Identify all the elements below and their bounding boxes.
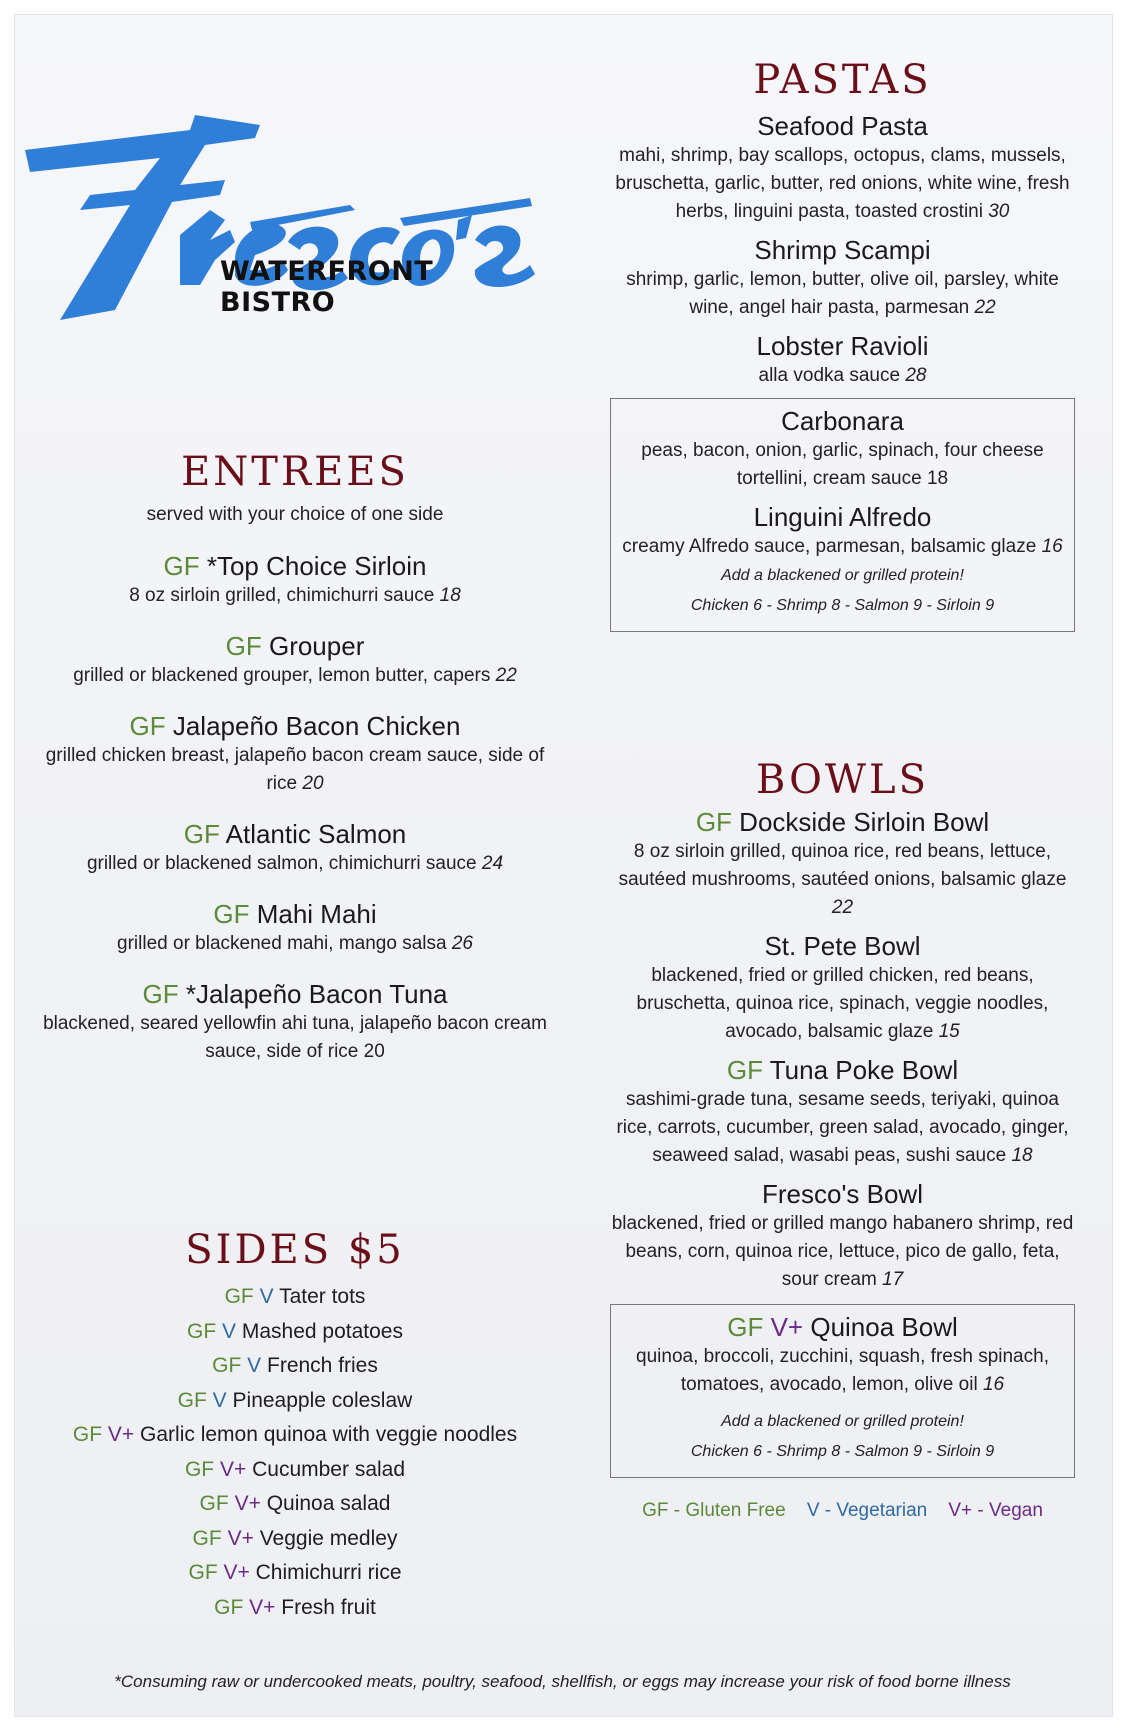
menu-item: [610, 110, 1075, 226]
item-name: Lobster Ravioli: [756, 331, 929, 361]
item-name-row: [40, 978, 550, 1010]
entrees-heading: ENTREES: [181, 449, 409, 495]
item-name-row: [619, 501, 1066, 533]
menu-item: [610, 234, 1075, 322]
gf-tag: GF: [163, 551, 200, 581]
gf-tag: GF: [187, 1319, 217, 1343]
item-name: Linguini Alfredo: [753, 502, 932, 532]
item-price: 15: [938, 1021, 960, 1042]
bowls-heading: BOWLS: [755, 757, 929, 803]
item-desc-row: [610, 962, 1075, 1046]
menu-item: [619, 405, 1066, 493]
side-item: [40, 1418, 550, 1453]
pastas-heading: PASTAS: [753, 57, 932, 103]
legend-vegetarian: V - Vegetarian: [806, 1500, 928, 1521]
menu-item: [40, 550, 550, 610]
item-desc-row: [610, 362, 1075, 390]
side-name: Tater tots: [279, 1285, 366, 1308]
item-desc: peas, bacon, onion, garlic, spinach, four cheese tortellini, cream sauce 18: [641, 440, 1044, 489]
item-desc-row: [40, 1010, 550, 1066]
vegan-tag: V+: [234, 1492, 261, 1515]
vegetarian-tag: V: [212, 1388, 227, 1412]
vegetarian-tag: V: [222, 1319, 237, 1343]
food-safety-footer: *Consuming raw or undercooked meats, poultry, seafood, shellfish, or eggs may increase your risk of food borne illness: [114, 1672, 1011, 1691]
item-price: 22: [495, 665, 517, 686]
item-name-row: [610, 110, 1075, 142]
entrees-section: [40, 448, 550, 1066]
side-item: [40, 1349, 550, 1384]
item-name: Quinoa Bowl: [810, 1312, 958, 1342]
item-name: Jalapeño Bacon Chicken: [172, 711, 461, 741]
menu-item: [619, 501, 1066, 561]
item-price: 26: [451, 933, 473, 954]
item-desc: mahi, shrimp, bay scallops, octopus, clams, mussels, bruschetta, garlic, butter, red onions, white wine, fresh herbs, linguini pasta, toasted crostini: [615, 145, 1070, 222]
gf-tag: GF: [212, 1354, 242, 1377]
gf-tag: GF: [726, 1055, 763, 1085]
item-name: *Top Choice Sirloin: [206, 551, 427, 581]
item-desc: sashimi-grade tuna, sesame seeds, teriyaki, quinoa rice, carrots, cucumber, green salad, avocado, ginger, seaweed salad, wasabi peas, sushi sauce: [616, 1089, 1069, 1166]
side-name: Veggie medley: [259, 1526, 398, 1550]
side-name: French fries: [267, 1354, 378, 1377]
item-name: Fresco's Bowl: [761, 1179, 923, 1209]
side-name: Fresh fruit: [281, 1595, 376, 1619]
item-desc-row: [40, 742, 550, 798]
menu-item: [610, 930, 1075, 1046]
gf-tag: GF: [142, 979, 179, 1009]
vegan-tag: V+: [223, 1561, 250, 1584]
gf-tag: GF: [214, 1595, 244, 1619]
gf-tag: GF: [192, 1526, 222, 1550]
pasta-boxed-list: [619, 405, 1066, 561]
gf-tag: GF: [224, 1285, 254, 1308]
item-name-row: [619, 405, 1066, 437]
menu-item: [610, 1178, 1075, 1294]
item-desc: grilled or blackened mahi, mango salsa: [117, 933, 447, 954]
vegetarian-tag: V: [259, 1285, 274, 1308]
menu-item: [40, 818, 550, 878]
item-name-row: [40, 630, 550, 662]
pastas-section: [610, 56, 1075, 632]
item-name-row: [40, 550, 550, 582]
menu-item: [40, 630, 550, 690]
vegan-tag: V+: [107, 1423, 135, 1446]
item-name-row: [610, 1178, 1075, 1210]
side-list: [40, 1280, 550, 1625]
item-desc: 8 oz sirloin grilled, quinoa rice, red beans, lettuce, sautéed mushrooms, sautéed onions, balsamic glaze: [618, 841, 1067, 890]
item-name-row: [610, 806, 1075, 838]
menu-item: [610, 330, 1075, 390]
vegan-tag: V+: [219, 1457, 247, 1481]
item-name-row: [610, 930, 1075, 962]
gf-tag: GF: [129, 711, 166, 741]
side-item: [40, 1315, 550, 1350]
item-desc: 8 oz sirloin grilled, chimichurri sauce: [129, 585, 435, 606]
item-name-row: [610, 234, 1075, 266]
quinoa-bowl-box: [610, 1304, 1075, 1478]
gf-tag: GF: [213, 899, 250, 929]
side-item: [40, 1522, 550, 1557]
item-desc: quinoa, broccoli, zucchini, squash, fresh spinach, tomatoes, avocado, lemon, olive oil: [636, 1346, 1049, 1395]
side-name: Pineapple coleslaw: [232, 1388, 413, 1412]
side-item: [40, 1280, 550, 1315]
item-desc-row: [619, 437, 1066, 493]
item-name: Seafood Pasta: [757, 111, 928, 141]
side-item: [40, 1384, 550, 1419]
item-desc: creamy Alfredo sauce, parmesan, balsamic glaze: [622, 536, 1037, 557]
item-price: 17: [882, 1269, 904, 1290]
item-name: Atlantic Salmon: [225, 819, 407, 849]
item-price: 20: [302, 773, 324, 794]
gf-tag: GF: [183, 819, 220, 849]
item-desc: grilled or blackened salmon, chimichurri sauce: [86, 853, 477, 874]
menu-item: [610, 1054, 1075, 1170]
item-name-row: [610, 330, 1075, 362]
legend-vegan: V+ - Vegan: [948, 1500, 1043, 1521]
item-desc: blackened, seared yellowfin ahi tuna, jalapeño bacon cream sauce, side of rice 20: [43, 1013, 547, 1062]
entrees-subtitle: served with your choice of one side: [146, 504, 444, 525]
item-price: 16: [982, 1374, 1005, 1395]
gf-tag: GF: [177, 1388, 207, 1412]
item-desc: alla vodka sauce: [758, 365, 901, 386]
vegan-tag: V+: [249, 1595, 276, 1619]
menu-item: [40, 898, 550, 958]
item-price: 22: [974, 297, 996, 318]
logo-tagline: WATERFRONT BISTRO: [220, 256, 434, 318]
bowl-protein-prices: Chicken 6 - Shrimp 8 - Salmon 9 - Sirloin 9: [690, 1443, 995, 1460]
quinoa-bowl-name: [619, 1311, 1066, 1343]
vegan-tag: V+: [227, 1526, 254, 1550]
item-desc: grilled chicken breast, jalapeño bacon cream sauce, side of rice: [45, 745, 545, 794]
gf-tag: GF: [199, 1492, 229, 1515]
item-name-row: [40, 710, 550, 742]
vegetarian-tag: V: [247, 1354, 262, 1377]
gf-tag: GF: [188, 1561, 218, 1584]
item-desc-row: [40, 930, 550, 958]
menu-item: [40, 978, 550, 1066]
item-price: 28: [905, 365, 927, 386]
item-price: 16: [1041, 536, 1063, 557]
item-price: 30: [988, 201, 1010, 222]
menu-item: [610, 806, 1075, 922]
side-name: Quinoa salad: [266, 1492, 391, 1515]
side-name: Garlic lemon quinoa with veggie noodles: [140, 1423, 518, 1446]
menu-item: [40, 710, 550, 798]
item-name: Tuna Poke Bowl: [769, 1055, 959, 1085]
item-price: 18: [1011, 1145, 1033, 1166]
gf-tag: GF: [225, 631, 262, 661]
item-desc-row: [619, 533, 1066, 561]
item-name: Grouper: [268, 631, 365, 661]
side-name: Cucumber salad: [252, 1457, 406, 1481]
item-desc: blackened, fried or grilled chicken, red beans, bruschetta, quinoa rice, spinach, veggie noodles, avocado, balsamic glaze: [636, 965, 1049, 1042]
pasta-protein-box: [610, 398, 1075, 632]
item-name-row: [40, 898, 550, 930]
item-name: *Jalapeño Bacon Tuna: [185, 979, 448, 1009]
item-desc-row: [610, 1086, 1075, 1170]
item-desc: shrimp, garlic, lemon, butter, olive oil, parsley, white wine, angel hair pasta, parmesan: [626, 269, 1059, 318]
item-desc-row: [40, 662, 550, 690]
frescos-logo: [20, 110, 540, 330]
item-name: Mahi Mahi: [256, 899, 377, 929]
legend-gluten-free: GF - Gluten Free: [642, 1500, 786, 1521]
quinoa-bowl-desc: [619, 1343, 1066, 1399]
item-desc-row: [40, 850, 550, 878]
pasta-list: [610, 110, 1075, 390]
item-name-row: [40, 818, 550, 850]
side-item: [40, 1453, 550, 1488]
item-price: 22: [831, 897, 854, 918]
bowls-section: [610, 756, 1075, 1522]
item-name: St. Pete Bowl: [764, 931, 921, 961]
item-desc: blackened, fried or grilled mango habanero shrimp, red beans, corn, quinoa rice, lettuce, pico de gallo, feta, sour cream: [611, 1213, 1074, 1290]
sides-section: [40, 1226, 550, 1625]
item-desc: grilled or blackened grouper, lemon butter, capers: [73, 665, 491, 686]
item-desc-row: [610, 142, 1075, 226]
item-name: Dockside Sirloin Bowl: [739, 807, 990, 837]
vegan-tag: V+: [770, 1312, 804, 1342]
side-name: Mashed potatoes: [241, 1319, 403, 1343]
item-desc-row: [610, 1210, 1075, 1294]
item-price: 18: [439, 585, 461, 606]
item-name-row: [610, 1054, 1075, 1086]
gf-tag: GF: [184, 1457, 215, 1481]
side-item: [40, 1556, 550, 1591]
bowl-list: [610, 806, 1075, 1294]
item-desc-row: [40, 582, 550, 610]
gf-tag: GF: [695, 807, 732, 837]
side-item: [40, 1487, 550, 1522]
gf-tag: GF: [72, 1423, 103, 1446]
pasta-add-protein: Add a blackened or grilled protein!: [721, 567, 964, 584]
pasta-protein-prices: Chicken 6 - Shrimp 8 - Salmon 9 - Sirloin 9: [690, 597, 995, 614]
gf-tag: GF: [727, 1312, 764, 1342]
item-desc-row: [610, 266, 1075, 322]
item-name: Carbonara: [781, 406, 904, 436]
bowl-add-protein: Add a blackened or grilled protein!: [721, 1413, 964, 1430]
item-desc-row: [610, 838, 1075, 922]
sides-heading: SIDES $5: [185, 1227, 405, 1273]
item-price: 24: [481, 853, 504, 874]
side-name: Chimichurri rice: [255, 1561, 402, 1584]
side-item: [40, 1591, 550, 1626]
item-name: Shrimp Scampi: [754, 235, 931, 265]
entree-list: [40, 550, 550, 1066]
dietary-legend: [610, 1500, 1075, 1522]
